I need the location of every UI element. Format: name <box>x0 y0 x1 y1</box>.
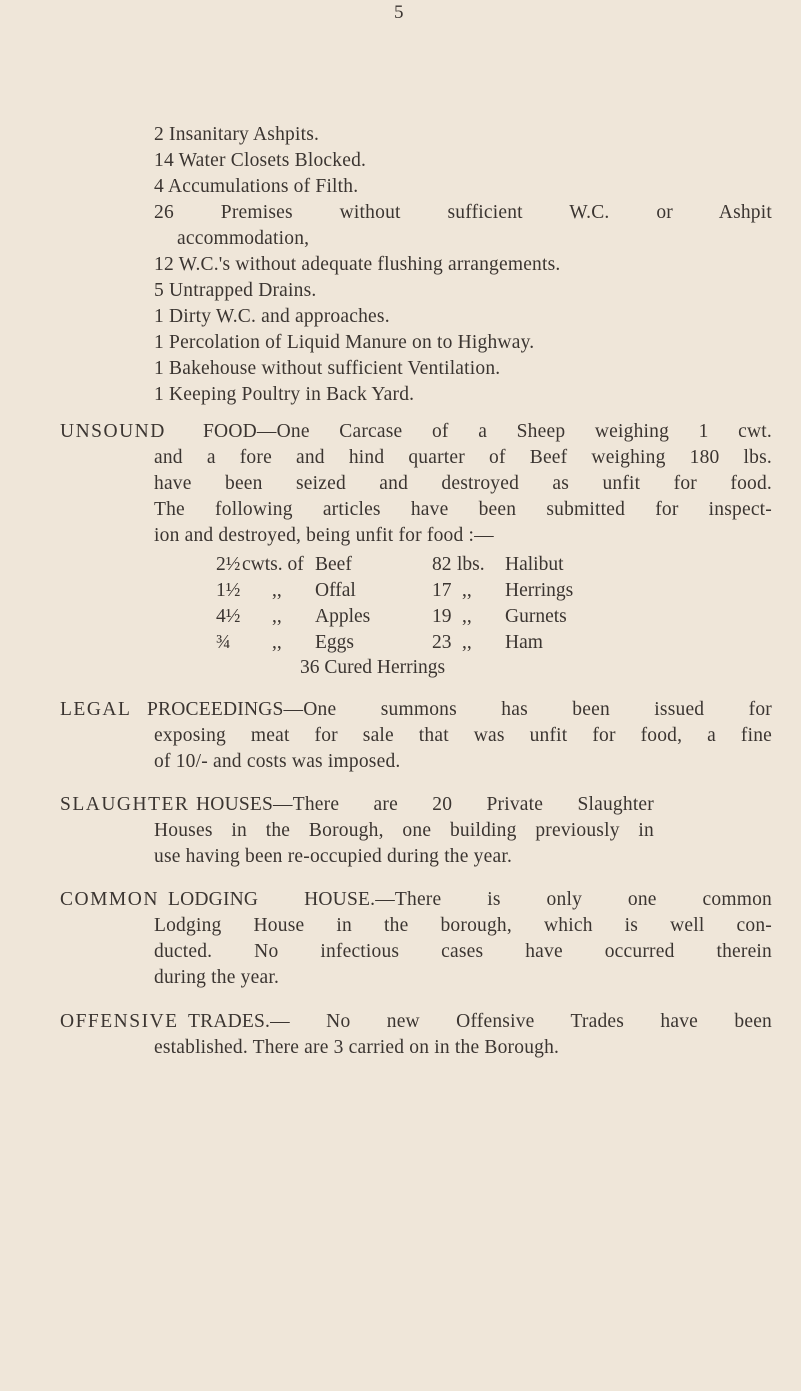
table-cell: ,, <box>462 632 472 653</box>
table-cell: Apples <box>315 606 371 627</box>
paragraph-line: HOUSES—There are 20 Private Slaughter <box>196 794 654 815</box>
paragraph-line: and a fore and hind quarter of Beef weighing 180 lbs. <box>154 447 772 468</box>
table-cell: 2½ <box>216 554 241 575</box>
table-cell: ,, <box>272 632 282 653</box>
section-heading: OFFENSIVE <box>60 1011 179 1032</box>
paragraph-line: LODGING HOUSE.—There is only one common <box>168 889 772 910</box>
list-item: 12 W.C.'s without adequate flushing arrangements. <box>154 254 561 275</box>
paragraph-line: have been seized and destroyed as unfit for food. <box>154 473 772 494</box>
paragraph-line: ducted. No infectious cases have occurred therein <box>154 941 772 962</box>
table-cell: 1½ <box>216 580 241 601</box>
table-cell: Offal <box>315 580 356 601</box>
list-item: accommodation, <box>177 228 310 249</box>
section-heading: LEGAL <box>60 699 132 720</box>
section-heading: SLAUGHTER <box>60 794 190 815</box>
paragraph-line: of 10/- and costs was imposed. <box>154 751 401 772</box>
paragraph-line: TRADES.— No new Offensive Trades have been <box>188 1011 772 1032</box>
paragraph-line: The following articles have been submitted for inspect- <box>154 499 772 520</box>
table-cell: Beef <box>315 554 352 575</box>
table-cell: 19 <box>432 606 452 627</box>
paragraph-line: during the year. <box>154 967 280 988</box>
section-heading: COMMON <box>60 889 159 910</box>
table-cell: 17 <box>432 580 452 601</box>
list-item: 14 Water Closets Blocked. <box>154 150 367 171</box>
list-item: 1 Bakehouse without sufficient Ventilation. <box>154 358 501 379</box>
table-cell: 4½ <box>216 606 241 627</box>
list-item: 1 Percolation of Liquid Manure on to Highway. <box>154 332 535 353</box>
table-cell: cwts. of <box>242 554 304 575</box>
table-cell: Ham <box>505 632 543 653</box>
section-heading: UNSOUND <box>60 421 166 442</box>
table-cell: 23 <box>432 632 452 653</box>
table-cell: ,, <box>462 580 472 601</box>
paragraph-line: use having been re-occupied during the year. <box>154 846 513 867</box>
paragraph-line: exposing meat for sale that was unfit for food, a fine <box>154 725 772 746</box>
table-cell: lbs. <box>457 554 485 575</box>
table-cell: Herrings <box>505 580 574 601</box>
table-cell: Gurnets <box>505 606 567 627</box>
list-item: 4 Accumulations of Filth. <box>154 176 359 197</box>
table-cell: Halibut <box>505 554 564 575</box>
paragraph-line: Houses in the Borough, one building previously in <box>154 820 654 841</box>
table-footer: 36 Cured Herrings <box>300 657 446 678</box>
list-item: 1 Keeping Poultry in Back Yard. <box>154 384 415 405</box>
paragraph-line: FOOD—One Carcase of a Sheep weighing 1 cwt. <box>203 421 772 442</box>
paragraph-line: Lodging House in the borough, which is well con- <box>154 915 772 936</box>
page-number: 5 <box>394 2 404 23</box>
table-cell: ,, <box>272 580 282 601</box>
table-cell: ,, <box>272 606 282 627</box>
paragraph-line: ion and destroyed, being unfit for food :— <box>154 525 494 546</box>
table-cell: ¾ <box>216 632 231 653</box>
table-cell: 82 <box>432 554 452 575</box>
list-item: 1 Dirty W.C. and approaches. <box>154 306 390 327</box>
list-item: 26 Premises without sufficient W.C. or Ashpit <box>154 202 772 223</box>
list-item: 5 Untrapped Drains. <box>154 280 317 301</box>
table-cell: Eggs <box>315 632 354 653</box>
table-cell: ,, <box>462 606 472 627</box>
paragraph-line: established. There are 3 carried on in the Borough. <box>154 1037 560 1058</box>
paragraph-line: PROCEEDINGS—One summons has been issued for <box>147 699 772 720</box>
list-item: 2 Insanitary Ashpits. <box>154 124 320 145</box>
